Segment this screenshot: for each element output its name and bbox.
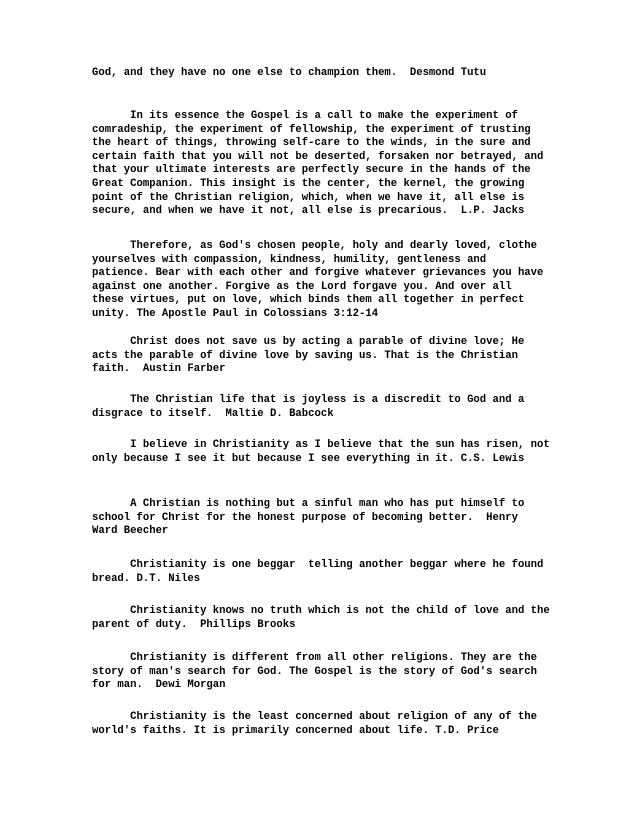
quote-beecher: A Christian is nothing but a sinful man who has put himself to school for Christ for the honest purpose of becoming better. Henry Ward Beecher	[92, 498, 525, 538]
quote-tutu: God, and they have no one else to champion them. Desmond Tutu	[92, 67, 487, 79]
quote-jacks: In its essence the Gospel is a call to make the experiment of comradeship, the experiment of fellowship, the experiment of trusting the heart of things, throwing self-care to the winds, in the sure and certain faith that you will not be deserted, forsaken nor betrayed, and that your ultimate interests are perfectly secure in the hands of the Great Companion. This insight is the center, the kernel, the growing point of the Christian religion, which, when we have it, all else is secure, and when we have it not, all else is precarious. L.P. Jacks	[92, 110, 544, 218]
quote-lewis: I believe in Christianity as I believe that the sun has risen, not only because I see it but because I see everything in it. C.S. Lewis	[92, 439, 550, 465]
quote-babcock: The Christian life that is joyless is a discredit to God and a disgrace to itself. Maltie D. Babcock	[92, 394, 525, 420]
quote-morgan: Christianity is different from all other religions. They are the story of man's search for God. The Gospel is the story of God's search for man. Dewi Morgan	[92, 652, 538, 692]
quote-price: Christianity is the least concerned about religion of any of the world's faiths. It is primarily concerned about life. T.D. Price	[92, 711, 538, 737]
quote-paul: Therefore, as God's chosen people, holy and dearly loved, clothe yourselves with compassion, kindness, humility, gentleness and patience. Bear with each other and forgive whatever grievances you have against one another. Forgive as the Lord forgave you. And over all these virtues, put on love, which binds them all together in perfect unity. The Apostle Paul in Colossians 3:12-14	[92, 240, 544, 320]
quote-farber: Christ does not save us by acting a parable of divine love; He acts the parable of divine love by saving us. That is the Christian faith. Austin Farber	[92, 336, 525, 376]
quote-niles: Christianity is one beggar telling another beggar where he found bread. D.T. Niles	[92, 559, 544, 585]
quote-brooks: Christianity knows no truth which is not the child of love and the parent of duty. Phillips Brooks	[92, 605, 550, 631]
